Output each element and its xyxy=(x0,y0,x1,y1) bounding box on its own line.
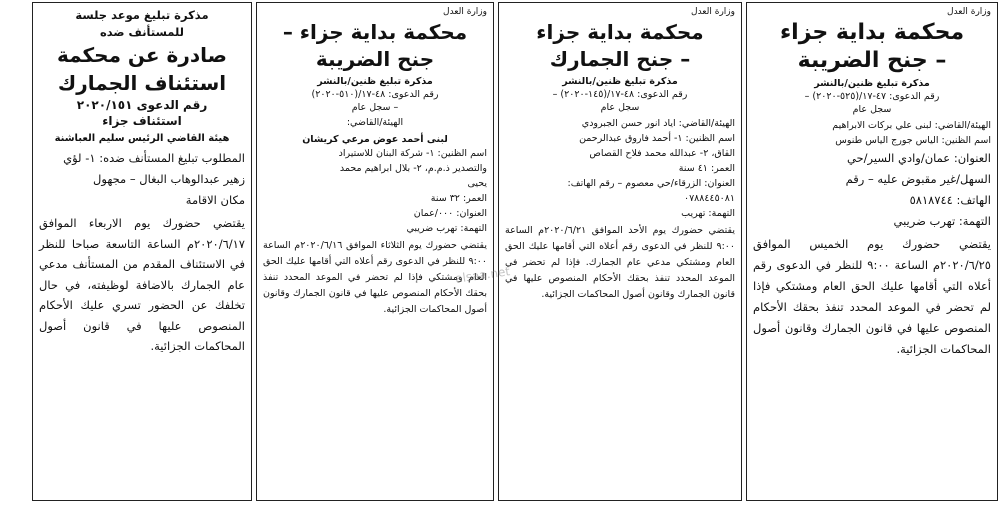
charge-line: التهمة: تهرب ضريبي xyxy=(893,214,991,228)
judge-line: الهيئة/القاضي: اياد انور حسن الجبرودي xyxy=(581,118,735,129)
notice-customs-misdemeanor-court xyxy=(498,2,742,501)
phone-line: الهاتف: ٥٨١٨٧٤٤ xyxy=(909,193,991,207)
notice-heading-2: للمستأنف ضده xyxy=(100,25,184,39)
charge-line: التهمة: تهرب ضريبي xyxy=(406,223,487,234)
defendant-line: اسم الظنين: ١- شركة البنان للاستيراد xyxy=(338,148,487,159)
registry-label: – سجل عام xyxy=(351,102,399,113)
notice-heading: مذكرة تبليغ موعد جلسة xyxy=(75,8,209,22)
respondent-line-2: زهير عبدالوهاب البغال – مجهول xyxy=(93,172,245,186)
notice-type: مذكرة تبليغ ظنين/بالنشر xyxy=(317,76,433,87)
defendant-line-2: القاق، ٢- عبدالله محمد فلاح القصاص xyxy=(589,148,735,159)
judge-name: لبنى أحمد عوض مرعي كريشان xyxy=(302,134,448,145)
registry-label: سجل عام xyxy=(600,102,640,113)
court-title-line2: جنح الضريبة xyxy=(315,47,435,71)
ministry-label: وزارة العدل xyxy=(443,7,487,17)
address-line: العنوان: ٠٠٠/عمان xyxy=(413,208,487,219)
notice-type: مذكرة تبليغ ظنين/بالنشر xyxy=(814,78,930,89)
court-title: محكمة بداية جزاء xyxy=(779,20,965,45)
court-name: استئناف جزاء xyxy=(102,114,182,128)
registry-label: سجل عام xyxy=(852,104,892,115)
notice-body: يقتضي حضورك يوم الاربعاء الموافق ٢٠٢٠/٦/١٧م الساعة التاسعة صباحا للنظر في الاستئناف المقدم من المستأنف مدعي عام الجمارك بالاضافة لوظيفته، في حال تخلفك عن الحضور تسري عليك الأحكام المنصوص عليها في قانون أصول المحاكمات الجزائية. xyxy=(39,216,245,353)
judge-label: الهيئة/القاضي: xyxy=(346,117,404,128)
defendant-line: اسم الظنين: ١- أحمد فاروق عبدالرحمن xyxy=(579,133,735,144)
watermark: alsaa.net xyxy=(454,264,511,286)
age-line: العمر: ٤١ سنة xyxy=(678,163,735,174)
notice-type: مذكرة تبليغ ظنين/بالنشر xyxy=(562,76,678,87)
panel-line: هيئة القاضي الرئيس سليم العباشنة xyxy=(54,133,230,144)
address-line-2: السهل/غير مقبوض عليه – رقم xyxy=(845,172,991,186)
case-number: رقم الدعوى: ٤٧-١٧/(٥٢٥-٢٠٢٠) – xyxy=(804,91,940,102)
age-line: العمر: ٣٢ سنة xyxy=(430,193,487,204)
defendant-line-3: يحيى xyxy=(467,178,487,189)
judge-line: الهيئة/القاضي: لبنى علي بركات الابراهيم xyxy=(832,120,991,131)
ministry-label: وزارة العدل xyxy=(691,7,735,17)
case-number: رقم الدعوى: ٤٨-١٧/(١٤٥-٢٠٢٠) – xyxy=(552,89,688,100)
case-number: رقم الدعوى ٢٠٢٠/١٥١ xyxy=(76,98,208,112)
court-title-line2: استئناف الجمارك xyxy=(57,71,227,95)
notice-body: يقتضي حضورك يوم الأحد الموافق ٢٠٢٠/٦/٢١م الساعة ٩:٠٠ للنظر في الدعوى رقم أعلاه التي أقامها عليك الحق العام ومشتكي مدعي عام الجمارك. فإذا لم تحضر في الموعد المحدد تنفذ بحقك الأحكام المنصوص عليها في قانون الجمارك وقانون أصول المحاكمات الجزائية. xyxy=(505,225,735,300)
defendant-line: اسم الظنين: الياس جورج الياس طنوس xyxy=(835,135,991,146)
address-line: العنوان: الزرقاء/حي معصوم – رقم الهاتف: xyxy=(567,178,735,189)
respondent-line: المطلوب تبليغ المستأنف ضده: ١- لؤي xyxy=(63,151,245,165)
phone-line: ٠٧٨٨٤٤٥٠٨١ xyxy=(683,193,735,204)
notice-tax-misdemeanor-court-2 xyxy=(256,2,494,501)
notice-body: يقتضي حضورك يوم الثلاثاء الموافق ٢٠٢٠/٦/١٦م الساعة ٩:٠٠ للنظر في الدعوى رقم أعلاه التي أقامها عليك الحق العام ومشتكي فإذا لم تحضر في الموعد المحدد تنفذ بحقك الأحكام المنصوص عليها في قانون الجمارك وقانون أصول المحاكمات الجزائية. xyxy=(263,240,487,315)
court-title: صادرة عن محكمة xyxy=(57,43,227,67)
notice-body: يقتضي حضورك يوم الخميس الموافق ٢٠٢٠/٦/٢٥م الساعة ٩:٠٠ للنظر في الدعوى رقم أعلاه التي أقامها عليك الحق العام ومشتكي فإذا لم تحضر في الموعد المحدد تنفذ بحقك الأحكام المنصوص عليها في قانون الجمارك وقانون أصول المحاكمات الجزائية. xyxy=(753,237,991,356)
court-title-line2: – جنح الضريبة xyxy=(797,48,947,73)
court-title: محكمة بداية جزاء xyxy=(536,20,704,44)
respondent-line-3: مكان الاقامة xyxy=(185,193,245,207)
address-line: العنوان: عمان/وادي السير/حي xyxy=(846,151,991,165)
court-title: محكمة بداية جزاء – xyxy=(282,20,468,44)
ministry-label: وزارة العدل xyxy=(947,7,991,17)
case-number: رقم الدعوى: ٤٨-١٧/(٥١٠-٢٠٢٠) xyxy=(311,89,439,100)
notice-tax-misdemeanor-court xyxy=(746,2,998,501)
notice-customs-appeal-court xyxy=(32,2,252,501)
charge-line: التهمة: تهريب xyxy=(681,208,735,219)
defendant-line-2: والتصدير ذ.م.م، ٢- بلال ابراهيم محمد xyxy=(339,163,487,174)
court-title-line2: – جنح الجمارك xyxy=(549,47,691,71)
